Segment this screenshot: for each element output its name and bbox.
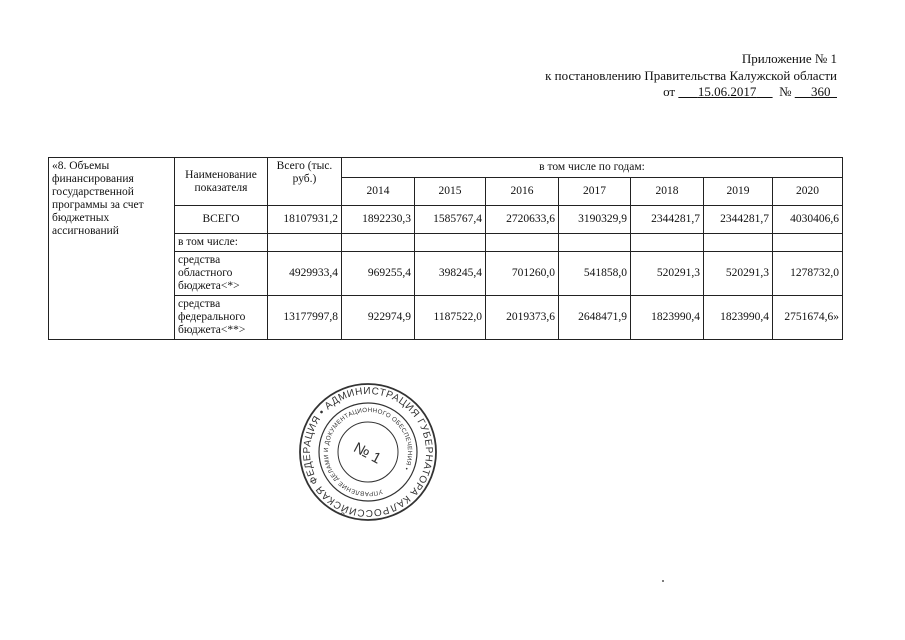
year-header: 2019 bbox=[704, 178, 773, 206]
row-total bbox=[268, 234, 342, 252]
resolution-reference: к постановлению Правительства Калужской области bbox=[545, 67, 837, 83]
appendix-title: Приложение № 1 bbox=[741, 51, 837, 66]
cell: 2344281,7 bbox=[631, 206, 704, 234]
cell: 2344281,7 bbox=[704, 206, 773, 234]
cell: 1278732,0 bbox=[773, 252, 843, 296]
from-label: от bbox=[663, 84, 676, 99]
row-total: 4929933,4 bbox=[268, 252, 342, 296]
cell: 969255,4 bbox=[342, 252, 415, 296]
cell: 1823990,4 bbox=[704, 296, 773, 340]
cell: 701260,0 bbox=[486, 252, 559, 296]
cell: 1585767,4 bbox=[415, 206, 486, 234]
date-value: 15.06.2017 bbox=[697, 84, 757, 99]
row-name: средства федерального бюджета<**> bbox=[175, 296, 268, 340]
financing-table bbox=[48, 157, 843, 340]
section-label: «8. Объемы финансирования государственной программы за счет бюджетных ассигнований bbox=[49, 158, 175, 340]
year-header: 2018 bbox=[631, 178, 704, 206]
header-years-group: в том числе по годам: bbox=[342, 158, 843, 178]
cell: 398245,4 bbox=[415, 252, 486, 296]
cell: 520291,3 bbox=[704, 252, 773, 296]
year-header: 2016 bbox=[486, 178, 559, 206]
year-header: 2015 bbox=[415, 178, 486, 206]
cell: 2019373,6 bbox=[486, 296, 559, 340]
cell bbox=[704, 234, 773, 252]
cell: 520291,3 bbox=[631, 252, 704, 296]
official-seal bbox=[298, 382, 438, 522]
cell bbox=[559, 234, 631, 252]
seal-outer-text: РОССИЙСКАЯ ФЕДЕРАЦИЯ • АДМИНИСТРАЦИЯ ГУБЕРНАТОРА КАЛУЖСКОЙ bbox=[301, 385, 435, 519]
row-name: ВСЕГО bbox=[175, 206, 268, 234]
number-value: 360 bbox=[811, 84, 831, 99]
scan-speck bbox=[662, 580, 664, 582]
row-name: средства областного бюджета<*> bbox=[175, 252, 268, 296]
cell: 4030406,6 bbox=[773, 206, 843, 234]
cell bbox=[415, 234, 486, 252]
cell: 3190329,9 bbox=[559, 206, 631, 234]
cell bbox=[773, 234, 843, 252]
cell: 2751674,6» bbox=[773, 296, 843, 340]
year-header: 2017 bbox=[559, 178, 631, 206]
cell: 1823990,4 bbox=[631, 296, 704, 340]
cell bbox=[342, 234, 415, 252]
header-name: Наименование показателя bbox=[175, 158, 268, 206]
seal-inner-text: УПРАВЛЕНИЕ ДЕЛАМИ И ДОКУМЕНТАЦИОННОГО ОБЕСПЕЧЕНИЯ • bbox=[322, 406, 414, 498]
cell: 2720633,6 bbox=[486, 206, 559, 234]
cell bbox=[486, 234, 559, 252]
number-label: № bbox=[779, 84, 792, 99]
row-total: 13177997,8 bbox=[268, 296, 342, 340]
year-header: 2014 bbox=[342, 178, 415, 206]
document-header bbox=[545, 51, 837, 101]
date-number-line bbox=[545, 84, 837, 101]
cell: 541858,0 bbox=[559, 252, 631, 296]
cell: 922974,9 bbox=[342, 296, 415, 340]
seal-center-number: № 1 bbox=[350, 439, 384, 468]
row-name: в том числе: bbox=[175, 234, 268, 252]
row-total: 18107931,2 bbox=[268, 206, 342, 234]
cell bbox=[631, 234, 704, 252]
year-header: 2020 bbox=[773, 178, 843, 206]
cell: 1892230,3 bbox=[342, 206, 415, 234]
cell: 2648471,9 bbox=[559, 296, 631, 340]
cell: 1187522,0 bbox=[415, 296, 486, 340]
header-total: Всего (тыс. руб.) bbox=[268, 158, 342, 206]
